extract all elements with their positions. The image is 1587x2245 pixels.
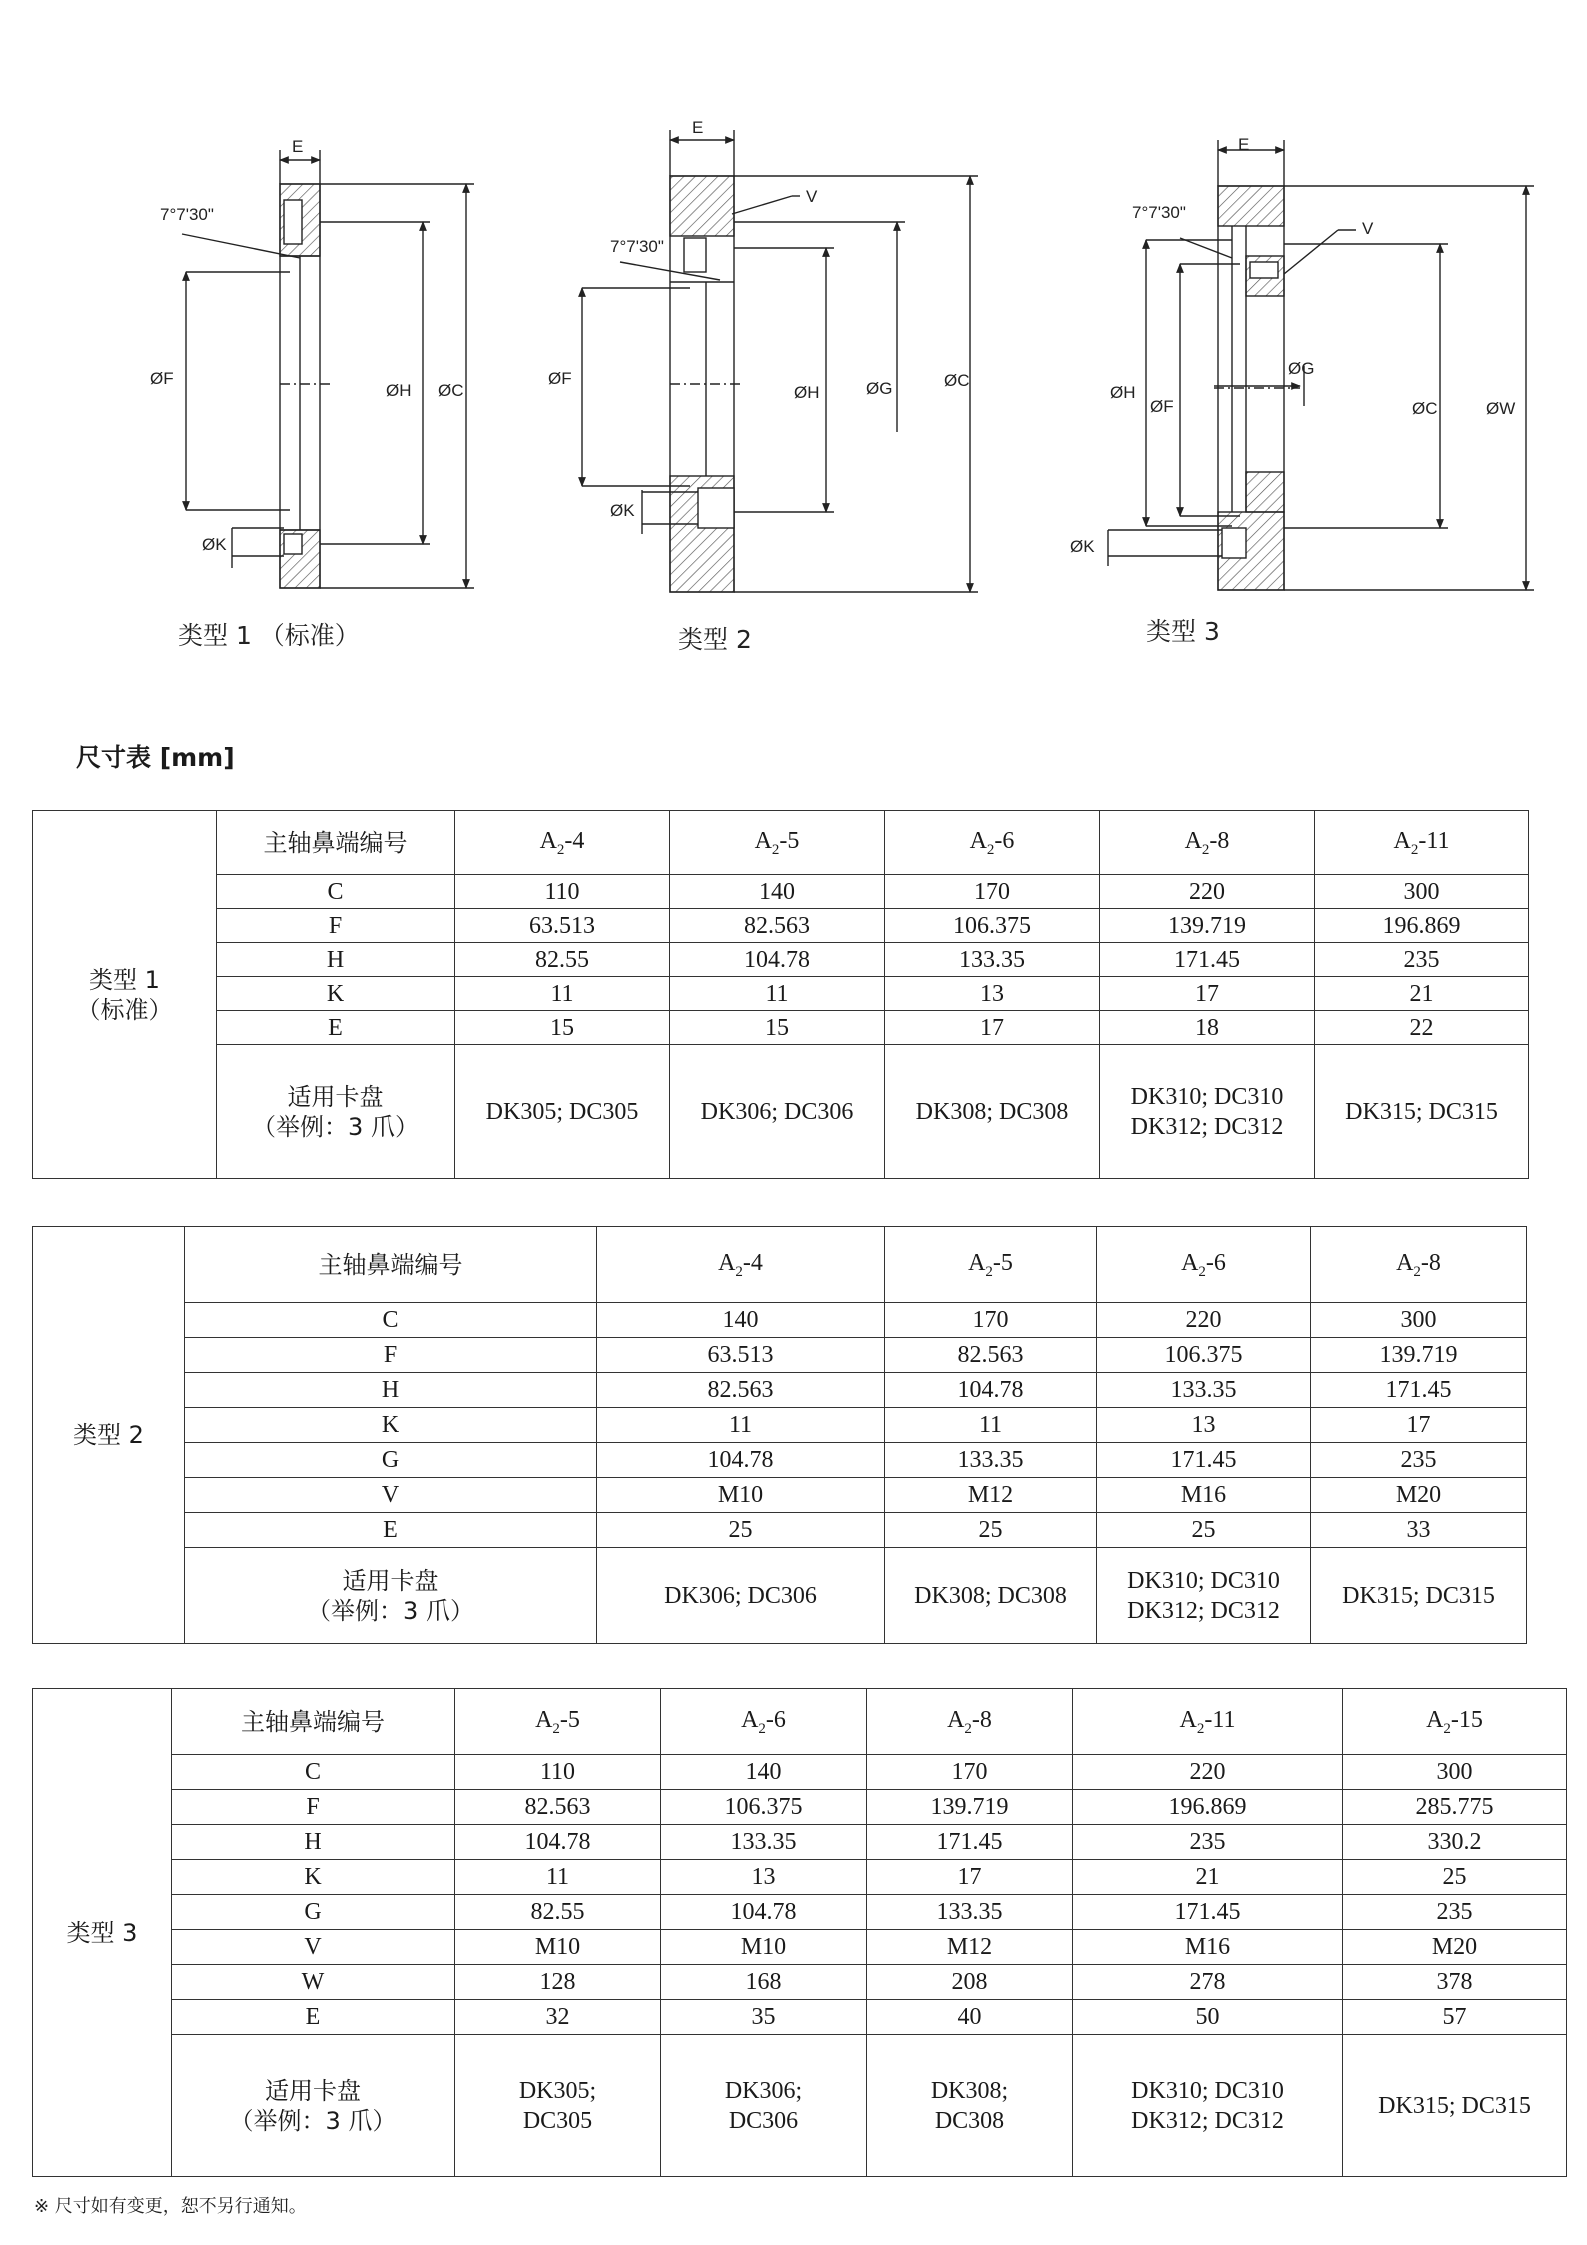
value-cell: 104.78 xyxy=(597,1443,885,1478)
value-cell: 106.375 xyxy=(885,909,1100,943)
row-key: C xyxy=(217,875,455,909)
chuck-model-cell: DK305; DC305 xyxy=(455,2035,661,2177)
value-cell: 11 xyxy=(455,1860,661,1895)
value-cell: 82.563 xyxy=(597,1373,885,1408)
row-key: E xyxy=(185,1513,597,1548)
spindle-nose-label: 主轴鼻端编号 xyxy=(172,1689,455,1755)
applicable-chuck-label: 适用卡盘 （举例：3 爪） xyxy=(172,2035,455,2177)
fig1-dim-e: E xyxy=(292,137,304,156)
value-cell: 17 xyxy=(867,1860,1073,1895)
value-cell: M16 xyxy=(1073,1930,1343,1965)
figure-label-type-2: 类型 2 xyxy=(678,625,752,654)
chuck-model-cell: DK308; DC308 xyxy=(867,2035,1073,2177)
fig3-dim-g: ØG xyxy=(1288,359,1315,378)
fig1-dim-c: ØC xyxy=(438,381,464,400)
value-cell: M20 xyxy=(1311,1478,1527,1513)
chuck-model-cell: DK310; DC310 DK312; DC312 xyxy=(1073,2035,1343,2177)
value-cell: 139.719 xyxy=(1100,909,1315,943)
row-key: H xyxy=(185,1373,597,1408)
row-key: H xyxy=(172,1825,455,1860)
row-key: F xyxy=(217,909,455,943)
value-cell: M20 xyxy=(1343,1930,1567,1965)
value-cell: 133.35 xyxy=(867,1895,1073,1930)
figure-type-2-dims xyxy=(548,118,970,520)
footnote: ※ 尺寸如有变更，恕不另行通知。 xyxy=(34,2196,307,2217)
value-cell: 140 xyxy=(661,1755,867,1790)
value-cell: 235 xyxy=(1315,943,1529,977)
value-cell: 208 xyxy=(867,1965,1073,2000)
value-cell: 25 xyxy=(885,1513,1097,1548)
value-cell: 170 xyxy=(885,1303,1097,1338)
row-key: E xyxy=(172,2000,455,2035)
value-cell: 140 xyxy=(670,875,885,909)
value-cell: 104.78 xyxy=(455,1825,661,1860)
dimension-table-type-1 xyxy=(32,810,1529,1179)
value-cell: 220 xyxy=(1100,875,1315,909)
value-cell: 40 xyxy=(867,2000,1073,2035)
value-cell: 18 xyxy=(1100,1011,1315,1045)
fig2-dim-c: ØC xyxy=(944,371,970,390)
value-cell: 235 xyxy=(1311,1443,1527,1478)
technical-drawings xyxy=(0,0,1587,700)
fig2-dim-e: E xyxy=(692,118,704,137)
chuck-model-cell: DK315; DC315 xyxy=(1311,1548,1527,1644)
value-cell: 171.45 xyxy=(867,1825,1073,1860)
value-cell: 106.375 xyxy=(661,1790,867,1825)
value-cell: 104.78 xyxy=(661,1895,867,1930)
value-cell: 13 xyxy=(661,1860,867,1895)
value-cell: 133.35 xyxy=(885,943,1100,977)
row-key: G xyxy=(185,1443,597,1478)
chuck-model-cell: DK306; DC306 xyxy=(661,2035,867,2177)
row-key: F xyxy=(172,1790,455,1825)
column-header: $A_2-6$ xyxy=(661,1689,867,1755)
value-cell: M12 xyxy=(867,1930,1073,1965)
value-cell: 17 xyxy=(885,1011,1100,1045)
value-cell: 11 xyxy=(455,977,670,1011)
value-cell: M10 xyxy=(661,1930,867,1965)
fig3-dim-h: ØH xyxy=(1110,383,1136,402)
value-cell: 11 xyxy=(885,1408,1097,1443)
value-cell: 25 xyxy=(1343,1860,1567,1895)
figure-type-1 xyxy=(182,150,474,588)
row-key: K xyxy=(217,977,455,1011)
value-cell: 330.2 xyxy=(1343,1825,1567,1860)
value-cell: M16 xyxy=(1097,1478,1311,1513)
column-header: $A_2-8$ xyxy=(1311,1227,1527,1303)
value-cell: 300 xyxy=(1315,875,1529,909)
value-cell: 300 xyxy=(1311,1303,1527,1338)
drawings-area xyxy=(0,0,1587,700)
column-header: $A_2-6$ xyxy=(1097,1227,1311,1303)
figure-type-3-dims xyxy=(1070,135,1515,556)
fig3-dim-f: ØF xyxy=(1150,397,1174,416)
value-cell: 104.78 xyxy=(670,943,885,977)
column-header: $A_2-8$ xyxy=(1100,811,1315,875)
value-cell: 57 xyxy=(1343,2000,1567,2035)
value-cell: 13 xyxy=(885,977,1100,1011)
value-cell: 235 xyxy=(1343,1895,1567,1930)
value-cell: 133.35 xyxy=(1097,1373,1311,1408)
value-cell: 170 xyxy=(885,875,1100,909)
value-cell: 128 xyxy=(455,1965,661,2000)
fig2-dim-v: V xyxy=(806,187,818,206)
chuck-model-cell: DK308; DC308 xyxy=(885,1548,1097,1644)
column-header: $A_2-8$ xyxy=(867,1689,1073,1755)
value-cell: 25 xyxy=(597,1513,885,1548)
dimension-table-type-3 xyxy=(32,1688,1567,2177)
value-cell: 13 xyxy=(1097,1408,1311,1443)
row-key: V xyxy=(172,1930,455,1965)
value-cell: M12 xyxy=(885,1478,1097,1513)
row-key: C xyxy=(172,1755,455,1790)
value-cell: M10 xyxy=(597,1478,885,1513)
value-cell: 82.55 xyxy=(455,1895,661,1930)
spindle-nose-label: 主轴鼻端编号 xyxy=(185,1227,597,1303)
value-cell: 11 xyxy=(597,1408,885,1443)
value-cell: 171.45 xyxy=(1311,1373,1527,1408)
value-cell: 110 xyxy=(455,875,670,909)
value-cell: 22 xyxy=(1315,1011,1529,1045)
column-header: $A_2-11$ xyxy=(1315,811,1529,875)
value-cell: 82.563 xyxy=(885,1338,1097,1373)
fig3-dim-angle: 7°7'30" xyxy=(1132,203,1186,222)
row-key: G xyxy=(172,1895,455,1930)
row-key: E xyxy=(217,1011,455,1045)
chuck-model-cell: DK315; DC315 xyxy=(1315,1045,1529,1179)
value-cell: 171.45 xyxy=(1073,1895,1343,1930)
chuck-model-cell: DK306; DC306 xyxy=(670,1045,885,1179)
chuck-model-cell: DK315; DC315 xyxy=(1343,2035,1567,2177)
fig2-dim-h: ØH xyxy=(794,383,820,402)
type-cell: 类型 3 xyxy=(33,1689,172,2177)
value-cell: 21 xyxy=(1073,1860,1343,1895)
value-cell: 171.45 xyxy=(1100,943,1315,977)
chuck-model-cell: DK308; DC308 xyxy=(885,1045,1100,1179)
value-cell: 50 xyxy=(1073,2000,1343,2035)
fig2-dim-angle: 7°7'30" xyxy=(610,237,664,256)
column-header: $A_2-4$ xyxy=(455,811,670,875)
applicable-chuck-label: 适用卡盘 （举例：3 爪） xyxy=(217,1045,455,1179)
value-cell: 17 xyxy=(1311,1408,1527,1443)
value-cell: 32 xyxy=(455,2000,661,2035)
fig1-dim-k: ØK xyxy=(202,535,227,554)
value-cell: 15 xyxy=(670,1011,885,1045)
value-cell: 35 xyxy=(661,2000,867,2035)
column-header: $A_2-5$ xyxy=(885,1227,1097,1303)
figure-label-type-1: 类型 1 （标准） xyxy=(178,621,360,650)
value-cell: 139.719 xyxy=(867,1790,1073,1825)
value-cell: 63.513 xyxy=(455,909,670,943)
column-header: $A_2-4$ xyxy=(597,1227,885,1303)
chuck-model-cell: DK305; DC305 xyxy=(455,1045,670,1179)
chuck-model-cell: DK310; DC310 DK312; DC312 xyxy=(1100,1045,1315,1179)
value-cell: 33 xyxy=(1311,1513,1527,1548)
value-cell: 285.775 xyxy=(1343,1790,1567,1825)
fig2-dim-k: ØK xyxy=(610,501,635,520)
value-cell: 168 xyxy=(661,1965,867,2000)
dimension-table-type-2 xyxy=(32,1226,1527,1644)
value-cell: 171.45 xyxy=(1097,1443,1311,1478)
column-header: $A_2-5$ xyxy=(455,1689,661,1755)
value-cell: 106.375 xyxy=(1097,1338,1311,1373)
type-cell: 类型 1 （标准） xyxy=(33,811,217,1179)
value-cell: 82.563 xyxy=(670,909,885,943)
row-key: C xyxy=(185,1303,597,1338)
chuck-model-cell: DK310; DC310 DK312; DC312 xyxy=(1097,1548,1311,1644)
figure-label-type-3: 类型 3 xyxy=(1146,617,1220,646)
value-cell: 63.513 xyxy=(597,1338,885,1373)
spindle-nose-label: 主轴鼻端编号 xyxy=(217,811,455,875)
column-header: $A_2-11$ xyxy=(1073,1689,1343,1755)
value-cell: 15 xyxy=(455,1011,670,1045)
column-header: $A_2-6$ xyxy=(885,811,1100,875)
row-key: V xyxy=(185,1478,597,1513)
fig3-dim-c: ØC xyxy=(1412,399,1438,418)
row-key: W xyxy=(172,1965,455,2000)
row-key: K xyxy=(172,1860,455,1895)
fig2-dim-g: ØG xyxy=(866,379,893,398)
fig3-dim-w: ØW xyxy=(1486,399,1516,418)
value-cell: 220 xyxy=(1073,1755,1343,1790)
chuck-model-cell: DK306; DC306 xyxy=(597,1548,885,1644)
type-cell: 类型 2 xyxy=(33,1227,185,1644)
value-cell: 235 xyxy=(1073,1825,1343,1860)
value-cell: 139.719 xyxy=(1311,1338,1527,1373)
dimension-table-title: 尺寸表 [mm] xyxy=(76,743,235,772)
value-cell: 110 xyxy=(455,1755,661,1790)
row-key: K xyxy=(185,1408,597,1443)
value-cell: 140 xyxy=(597,1303,885,1338)
value-cell: 196.869 xyxy=(1073,1790,1343,1825)
row-key: F xyxy=(185,1338,597,1373)
value-cell: 17 xyxy=(1100,977,1315,1011)
fig3-dim-v: V xyxy=(1362,219,1374,238)
value-cell: 378 xyxy=(1343,1965,1567,2000)
value-cell: 133.35 xyxy=(661,1825,867,1860)
value-cell: 278 xyxy=(1073,1965,1343,2000)
fig1-dim-f: ØF xyxy=(150,369,174,388)
fig3-dim-k: ØK xyxy=(1070,537,1095,556)
figure-type-2 xyxy=(582,130,978,592)
value-cell: M10 xyxy=(455,1930,661,1965)
column-header: $A_2-5$ xyxy=(670,811,885,875)
value-cell: 220 xyxy=(1097,1303,1311,1338)
fig1-dim-angle: 7°7'30" xyxy=(160,205,214,224)
applicable-chuck-label: 适用卡盘 （举例：3 爪） xyxy=(185,1548,597,1644)
column-header: $A_2-15$ xyxy=(1343,1689,1567,1755)
value-cell: 104.78 xyxy=(885,1373,1097,1408)
value-cell: 82.563 xyxy=(455,1790,661,1825)
fig1-dim-h: ØH xyxy=(386,381,412,400)
value-cell: 11 xyxy=(670,977,885,1011)
value-cell: 300 xyxy=(1343,1755,1567,1790)
fig2-dim-f: ØF xyxy=(548,369,572,388)
row-key: H xyxy=(217,943,455,977)
fig3-dim-e: E xyxy=(1238,135,1250,154)
value-cell: 133.35 xyxy=(885,1443,1097,1478)
value-cell: 25 xyxy=(1097,1513,1311,1548)
value-cell: 170 xyxy=(867,1755,1073,1790)
value-cell: 21 xyxy=(1315,977,1529,1011)
value-cell: 82.55 xyxy=(455,943,670,977)
value-cell: 196.869 xyxy=(1315,909,1529,943)
